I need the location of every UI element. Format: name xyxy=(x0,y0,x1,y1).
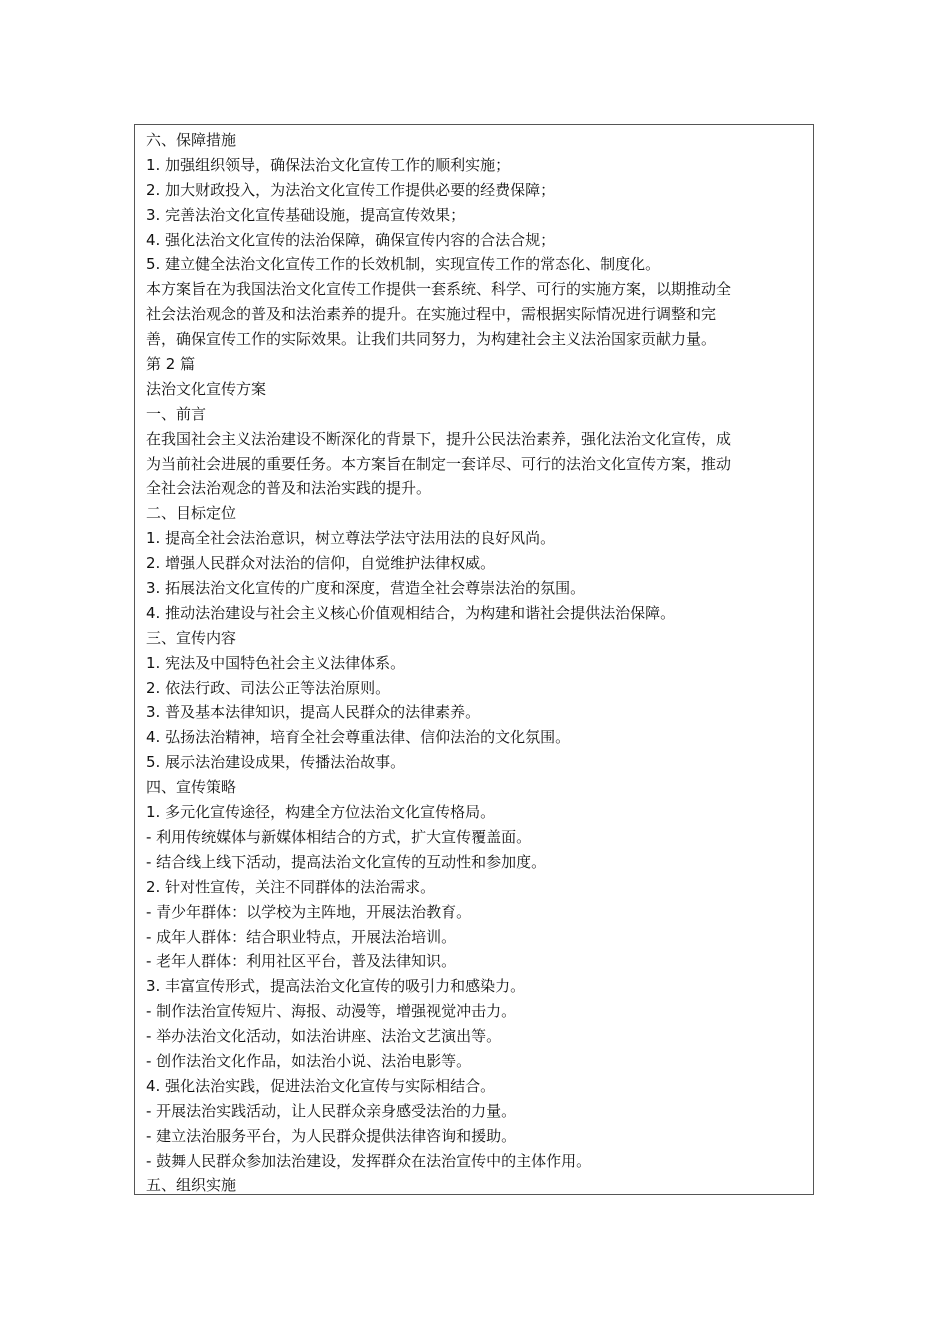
list-item: 1. 多元化宣传途径，构建全方位法治文化宣传格局。 xyxy=(146,803,496,822)
sub-list-item: - 制作法治宣传短片、海报、动漫等，增强视觉冲击力。 xyxy=(146,1002,517,1021)
sub-list-item: - 成年人群体：结合职业特点，开展法治培训。 xyxy=(146,927,457,946)
list-item: 4. 强化法治文化宣传的法治保障，确保宣传内容的合法合规； xyxy=(146,230,556,249)
list-item: 1. 宪法及中国特色社会主义法律体系。 xyxy=(146,653,406,672)
section-heading-safeguards: 六、保障措施 xyxy=(146,131,237,149)
sub-list-item: - 利用传统媒体与新媒体相结合的方式，扩大宣传覆盖面。 xyxy=(146,827,532,846)
list-item: 5. 展示法治建设成果，传播法治故事。 xyxy=(146,753,406,772)
sub-list-item: - 开展法治实践活动，让人民群众亲身感受法治的力量。 xyxy=(146,1101,517,1120)
list-item: 5. 建立健全法治文化宣传工作的长效机制，实现宣传工作的常态化、制度化。 xyxy=(146,255,661,274)
document-page-frame xyxy=(134,124,814,1195)
paragraph-line: 善，确保宣传工作的实际效果。让我们共同努力，为构建社会主义法治国家贡献力量。 xyxy=(146,330,717,349)
list-item: 1. 提高全社会法治意识，树立尊法学法守法用法的良好风尚。 xyxy=(146,529,556,548)
sub-list-item: - 老年人群体：利用社区平台，普及法律知识。 xyxy=(146,952,457,971)
sub-list-item: - 创作法治文化作品，如法治小说、法治电影等。 xyxy=(146,1051,472,1070)
list-item: 3. 丰富宣传形式，提高法治文化宣传的吸引力和感染力。 xyxy=(146,977,526,996)
sub-list-item: - 建立法治服务平台，为人民群众提供法律咨询和援助。 xyxy=(146,1126,517,1145)
document-title: 法治文化宣传方案 xyxy=(146,379,267,398)
list-item: 3. 拓展法治文化宣传的广度和深度，营造全社会尊崇法治的氛围。 xyxy=(146,579,586,598)
paragraph-line: 社会法治观念的普及和法治素养的提升。在实施过程中，需根据实际情况进行调整和完 xyxy=(146,305,717,324)
paragraph-line: 全社会法治观念的普及和法治实践的提升。 xyxy=(146,479,432,498)
sub-list-item: - 鼓舞人民群众参加法治建设，发挥群众在法治宣传中的主体作用。 xyxy=(146,1151,592,1170)
list-item: 4. 弘扬法治精神，培育全社会尊重法律、信仰法治的文化氛围。 xyxy=(146,728,571,747)
paragraph-line: 本方案旨在为我国法治文化宣传工作提供一套系统、科学、可行的实施方案，以期推动全 xyxy=(146,280,732,299)
list-item: 2. 增强人民群众对法治的信仰，自觉维护法律权威。 xyxy=(146,554,496,573)
section-heading-implementation: 五、组织实施 xyxy=(146,1176,237,1195)
section-heading-content: 三、宣传内容 xyxy=(146,628,237,647)
list-item: 1. 加强组织领导，确保法治文化宣传工作的顺利实施； xyxy=(146,155,511,174)
paragraph-line: 在我国社会主义法治建设不断深化的背景下，提升公民法治素养，强化法治文化宣传，成 xyxy=(146,429,732,448)
list-item: 2. 针对性宣传，关注不同群体的法治需求。 xyxy=(146,877,436,896)
list-item: 3. 完善法治文化宣传基础设施，提高宣传效果； xyxy=(146,205,466,224)
list-item: 4. 强化法治实践，促进法治文化宣传与实际相结合。 xyxy=(146,1076,496,1095)
section-heading-preface: 一、前言 xyxy=(146,404,207,423)
list-item: 2. 加大财政投入，为法治文化宣传工作提供必要的经费保障； xyxy=(146,180,556,199)
sub-list-item: - 结合线上线下活动，提高法治文化宣传的互动性和参加度。 xyxy=(146,852,547,871)
list-item: 3. 普及基本法律知识，提高人民群众的法律素养。 xyxy=(146,703,481,722)
section-heading-goals: 二、目标定位 xyxy=(146,504,237,523)
list-item: 4. 推动法治建设与社会主义核心价值观相结合，为构建和谐社会提供法治保障。 xyxy=(146,603,676,622)
paragraph-line: 为当前社会进展的重要任务。本方案旨在制定一套详尽、可行的法治文化宣传方案，推动 xyxy=(146,454,732,473)
sub-list-item: - 青少年群体：以学校为主阵地，开展法治教育。 xyxy=(146,902,472,921)
list-item: 2. 依法行政、司法公正等法治原则。 xyxy=(146,678,391,697)
part-number-heading: 第 2 篇 xyxy=(146,355,196,374)
section-heading-strategy: 四、宣传策略 xyxy=(146,778,237,797)
sub-list-item: - 举办法治文化活动，如法治讲座、法治文艺演出等。 xyxy=(146,1027,502,1046)
